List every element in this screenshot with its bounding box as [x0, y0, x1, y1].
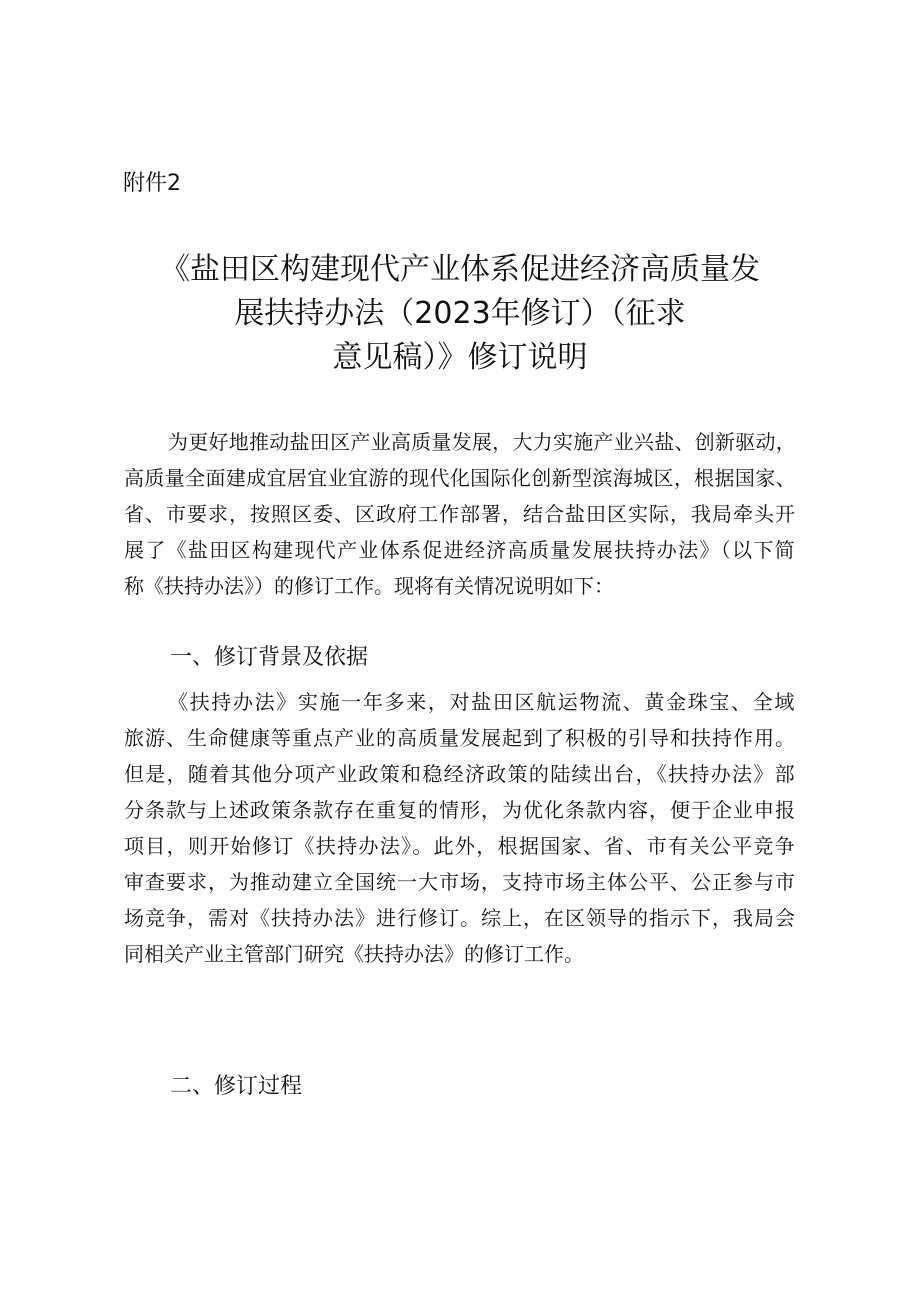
section1-paragraph	[124, 684, 796, 972]
paragraph-line: 高质量全面建成宜居宜业宜游的现代化国际化创新型滨海城区，根据国家、	[124, 466, 796, 490]
paragraph-line: 但是，随着其他分项产业政策和稳经济政策的陆续出台，《扶持办法》部	[124, 762, 796, 786]
section-heading-2: 二、修订过程	[170, 1074, 303, 1099]
paragraph-line: 场竞争，需对《扶持办法》进行修订。综上，在区领导的指示下，我局会	[124, 906, 796, 930]
section-heading-1: 一、修订背景及依据	[170, 645, 369, 670]
document-title	[100, 248, 820, 380]
paragraph-line: 省、市要求，按照区委、区政府工作部署，结合盐田区实际，我局牵头开	[124, 502, 796, 526]
attachment-label: 附件2	[123, 171, 181, 196]
title-line-1: 《盐田区构建现代产业体系促进经济高质量发	[160, 252, 760, 287]
paragraph-line: 项目，则开始修订《扶持办法》。此外，根据国家、省、市有关公平竞争	[124, 834, 796, 858]
paragraph-line: 为更好地推动盐田区产业高质量发展，大力实施产业兴盐、创新驱动，	[168, 430, 796, 454]
paragraph-line: 审查要求，为推动建立全国统一大市场，支持市场主体公平、公正参与市	[124, 870, 796, 894]
paragraph-line: 分条款与上述政策条款存在重复的情形，为优化条款内容，便于企业申报	[124, 798, 796, 822]
intro-paragraph	[124, 424, 796, 604]
title-line-3: 意见稿）》修订说明	[332, 340, 588, 375]
paragraph-line: 《扶持办法》实施一年多来，对盐田区航运物流、黄金珠宝、全域	[168, 690, 796, 714]
paragraph-line: 展了《盐田区构建现代产业体系促进经济高质量发展扶持办法》（以下简	[124, 538, 796, 562]
paragraph-line: 同相关产业主管部门研究《扶持办法》的修订工作。	[124, 942, 584, 966]
title-line-2: 展扶持办法（2023年修订）（征求	[234, 296, 686, 331]
paragraph-line: 旅游、生命健康等重点产业的高质量发展起到了积极的引导和扶持作用。	[124, 726, 796, 750]
paragraph-line: 称《扶持办法》）的修订工作。现将有关情况说明如下：	[124, 574, 614, 598]
